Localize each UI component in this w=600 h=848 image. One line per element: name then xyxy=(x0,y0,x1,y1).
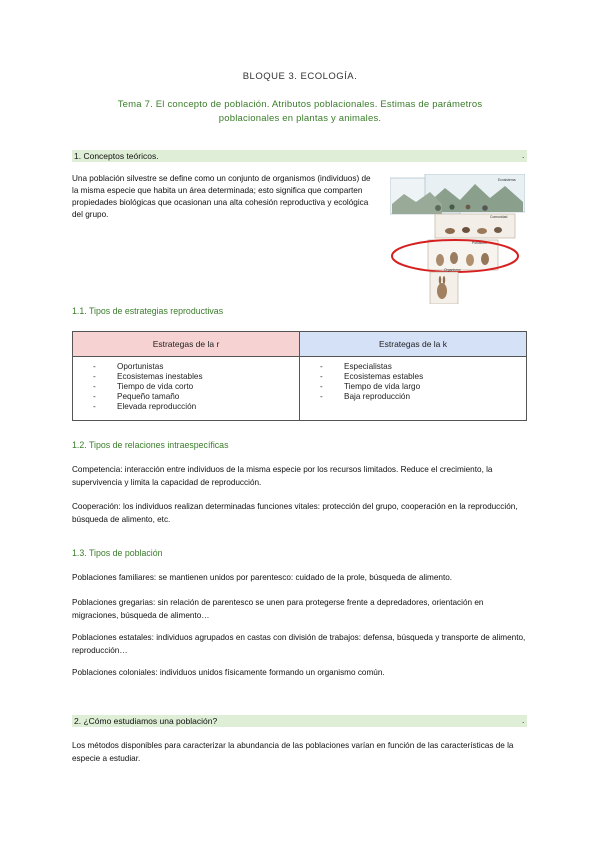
methods-paragraph: Los métodos disponibles para caracterizar la abundancia de las poblaciones varían en función de las características de la especie a estudiar. xyxy=(72,741,514,763)
list-item: - Tiempo de vida corto xyxy=(93,382,299,392)
k-strategist-list xyxy=(320,362,526,402)
list-item: - Elevada reproducción xyxy=(93,402,299,412)
subsection-1-2-heading: 1.2. Tipos de relaciones intraespecíficas xyxy=(72,440,229,450)
document-title: BLOQUE 3. ECOLOGÍA. xyxy=(242,71,358,82)
community-label: Comunidad xyxy=(490,215,508,219)
r-strategist-list xyxy=(93,362,299,412)
list-item: - Baja reproducción xyxy=(320,392,526,402)
r-strategist-cell xyxy=(73,357,300,421)
subsection-1-3-heading: 1.3. Tipos de población xyxy=(72,548,163,558)
competition-paragraph: Competencia: interacción entre individuos de la misma especie por los recursos limitados. Reduce el crecimiento, la supervivencia y limita la capacidad de reproducción. xyxy=(72,465,493,487)
section-1-trail: . xyxy=(522,150,525,160)
k-strategist-header: Estrategas de la k xyxy=(300,332,527,357)
section-2-heading: 2. ¿Cómo estudiamos una población? xyxy=(72,715,527,727)
organism-label: Organismo xyxy=(444,268,461,272)
r-strategist-header: Estrategas de la r xyxy=(73,332,300,357)
list-item: - Ecosistemas inestables xyxy=(93,372,299,382)
list-item: - Ecosistemas estables xyxy=(320,372,526,382)
ecology-hierarchy-illustration xyxy=(390,174,525,304)
population-label: Población xyxy=(472,241,487,245)
section-2-trail: . xyxy=(522,715,525,725)
subsection-1-1-heading: 1.1. Tipos de estrategias reproductivas xyxy=(72,306,224,316)
document-subtitle: Tema 7. El concepto de población. Atributos poblacionales. Estimas de parámetros poblacionales en plantas y animales. xyxy=(117,99,483,124)
list-item: - Pequeño tamaño xyxy=(93,392,299,402)
list-item: - Tiempo de vida largo xyxy=(320,382,526,392)
family-populations-paragraph: Poblaciones familiares: se mantienen unidos por parentesco: cuidado de la prole, búsqueda de alimento. xyxy=(72,573,453,582)
colonial-populations-paragraph: Poblaciones coloniales: individuos unidos físicamente formando un organismo común. xyxy=(72,668,385,677)
state-populations-paragraph: Poblaciones estatales: individuos agrupados en castas con división de trabajos: defensa, búsqueda y transporte de alimento, reproducción… xyxy=(72,633,526,655)
intro-paragraph: Una población silvestre se define como un conjunto de organismos (individuos) de la misma especie que habita un área determinada; esto significa que comparten propiedades biológicas que ocasionan una alta cohesión reproductiva y ecológica del grupo. xyxy=(72,174,371,219)
gregarious-populations-paragraph: Poblaciones gregarias: sin relación de parentesco se unen para protegerse frente a depredadores, orientación en migraciones, búsqueda de alimento… xyxy=(72,598,484,620)
section-1-heading: 1. Conceptos teóricos. xyxy=(72,150,527,162)
list-item: - Oportunistas xyxy=(93,362,299,372)
strategies-table xyxy=(72,331,527,421)
ecosystem-label: Ecosistema xyxy=(498,178,516,182)
list-item: - Especialistas xyxy=(320,362,526,372)
k-strategist-cell xyxy=(300,357,527,421)
cooperation-paragraph: Cooperación: los individuos realizan determinadas funciones vitales: protección del grupo, cooperación en la reproducción, búsqueda de alimento, etc. xyxy=(72,502,518,524)
